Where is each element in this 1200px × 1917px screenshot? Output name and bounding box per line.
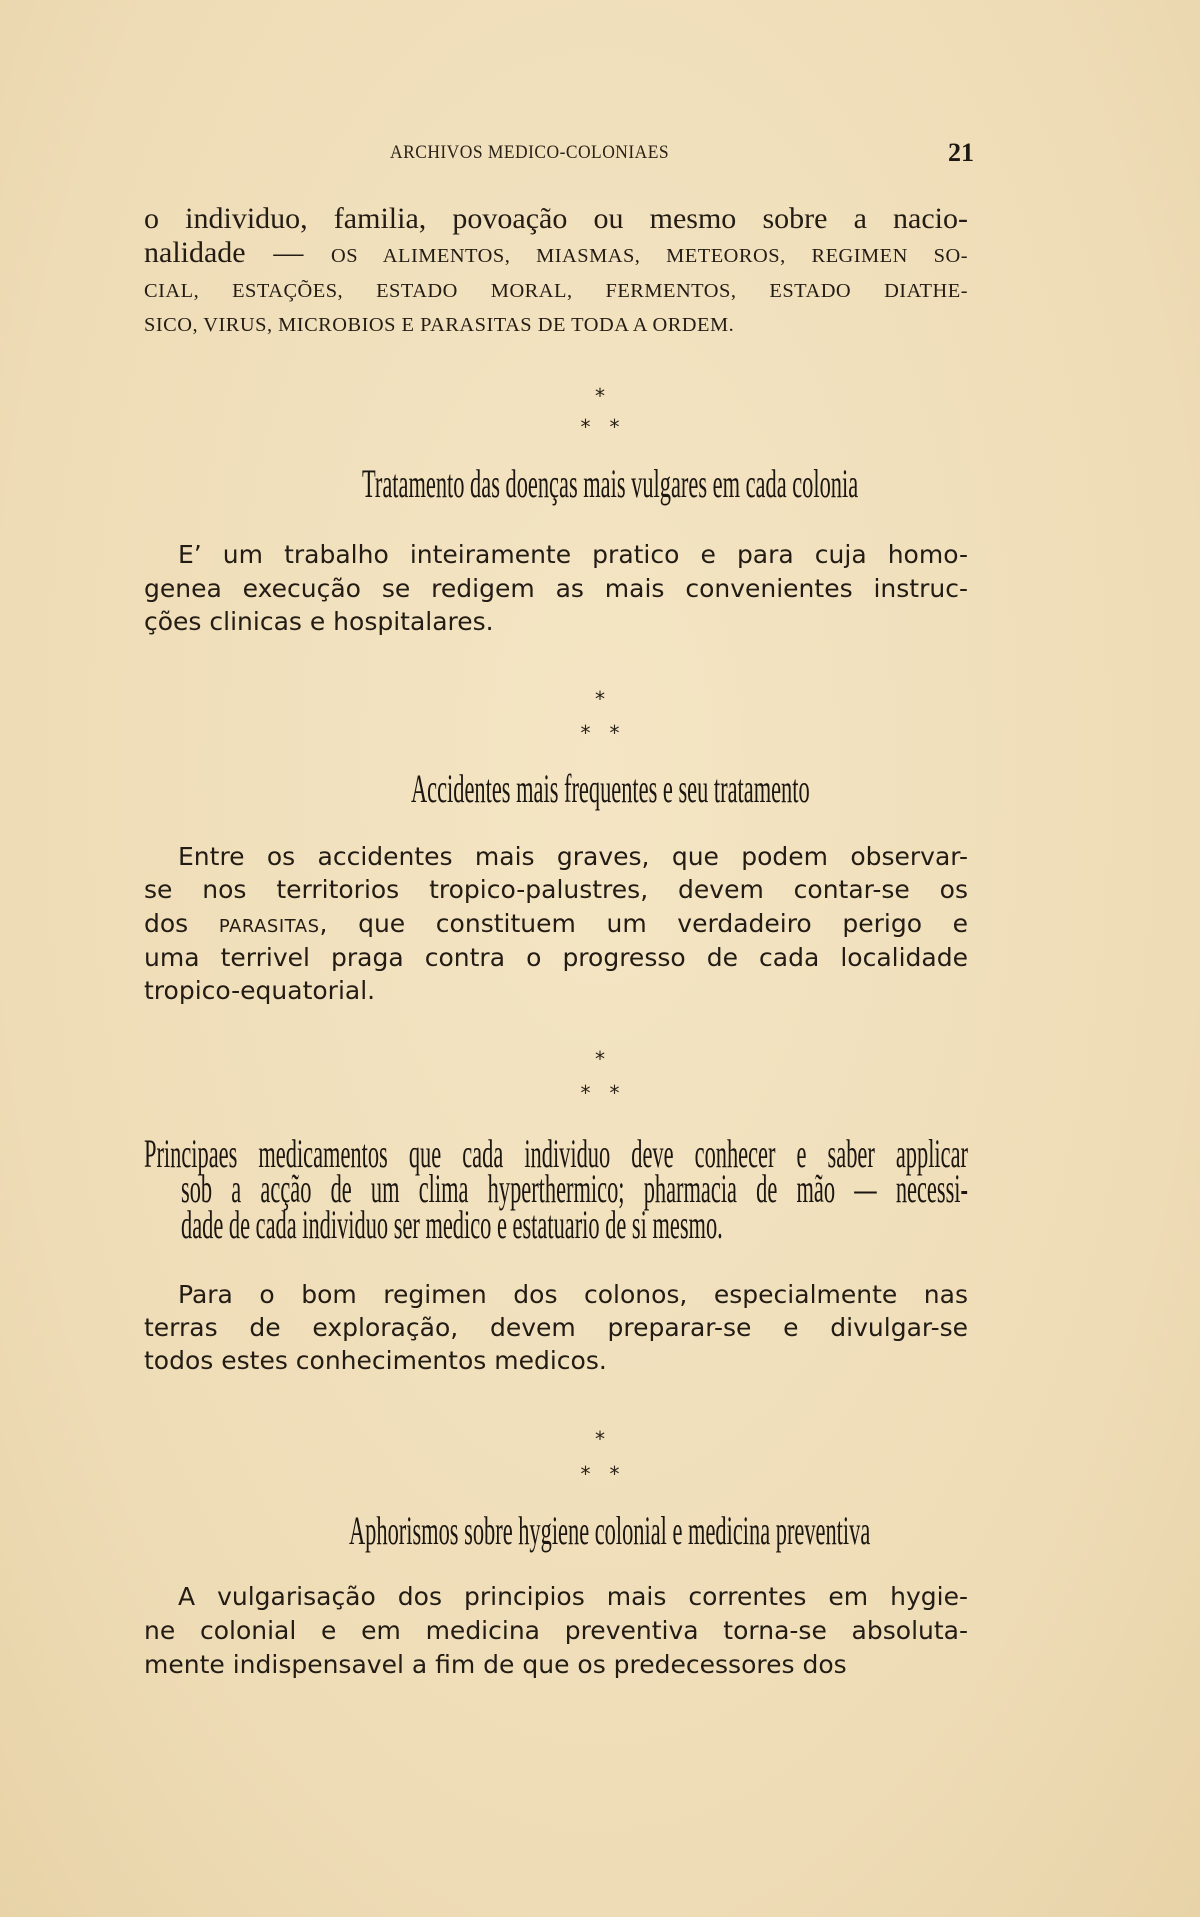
small-caps-text: CIAL, ESTAÇÕES, ESTADO MORAL, FERMENTOS, ESTADO DIATHE- [144,280,968,302]
asterism-bottom: * * [580,1081,620,1105]
small-caps-text: OS ALIMENTOS, MIASMAS, METEOROS, REGIMEN SO- [331,245,969,267]
paragraph-line [144,943,968,977]
asterism-top: * [595,1047,605,1071]
text: E’ um trabalho inteiramente pratico e para cuja homo- [178,540,968,569]
paragraph-line [144,1616,968,1650]
section-heading: Accidentes mais frequentes e seu tratamento [410,766,810,811]
small-caps-text: PARASITAS [218,916,320,937]
text: nalidade — [144,236,332,269]
text: Entre os accidentes mais graves, que podem observar- [178,842,968,871]
text: o individuo, familia, povoação ou mesmo sobre a nacio- [144,202,968,235]
asterism-top: * [595,384,605,408]
section-heading: Aphorismos sobre hygiene colonial e medicina preventiva [349,1508,871,1553]
text: A vulgarisação dos principios mais correntes em hygie- [178,1582,968,1611]
paragraph-line [144,1346,968,1380]
paragraph-line [144,574,968,608]
paragraph-line [144,305,968,339]
paragraph-line [144,202,968,236]
section-heading: Tratamento das doenças mais vulgares em cada colonia [361,461,859,506]
text: tropico-equatorial. [144,976,376,1005]
asterism-top: * [595,687,605,711]
text: Para o bom regimen dos colonos, especialmente nas [178,1280,968,1309]
text: uma terrivel praga contra o progresso de cada localidade [144,943,968,972]
asterism-bottom: * * [580,415,620,439]
text: ne colonial e em medicina preventiva torna-se absoluta- [144,1616,968,1645]
text: genea execução se redigem as mais convenientes instruc- [144,574,968,603]
paragraph-line [144,236,968,270]
asterism-bottom: * * [580,1462,620,1486]
paragraph-line [144,909,968,943]
small-caps-text: SICO, VIRUS, MICROBIOS E PARASITAS DE TODA A ORDEM. [144,314,735,336]
running-head: ARCHIVOS MEDICO-COLONIAES [390,142,670,163]
text: terras de exploração, devem preparar-se e divulgar-se [144,1313,968,1342]
paragraph-line [178,1280,968,1314]
asterism-bottom: * * [580,721,620,745]
asterism-top: * [595,1427,605,1451]
paragraph-line [144,976,968,1010]
text: , que constituem um verdadeiro perigo e [319,909,969,938]
section-heading-line: dade de cada individuo ser medico e estatuario de si mesmo. [181,1202,723,1247]
paragraph-line [178,842,968,876]
paragraph-line [144,875,968,909]
text: se nos territorios tropico-palustres, devem contar-se os [144,875,968,904]
text: ções clinicas e hospitalares. [144,607,494,636]
paragraph-line [178,540,968,574]
text: dos [144,909,219,938]
paragraph-line [144,271,968,305]
text: todos estes conhecimentos medicos. [144,1346,607,1375]
paragraph-line [144,607,968,641]
paragraph-line [144,1650,968,1684]
section-heading-line: Principaes medicamentos que cada individuo deve conhecer e saber applicar [144,1131,968,1176]
section-heading-line: sob a acção de um clima hyperthermico; pharmacia de mão — necessi- [181,1166,968,1211]
page-number: 21 [948,138,974,167]
paragraph-line [144,1313,968,1347]
paragraph-line [178,1582,968,1616]
text: mente indispensavel a fim de que os predecessores dos [144,1650,847,1679]
